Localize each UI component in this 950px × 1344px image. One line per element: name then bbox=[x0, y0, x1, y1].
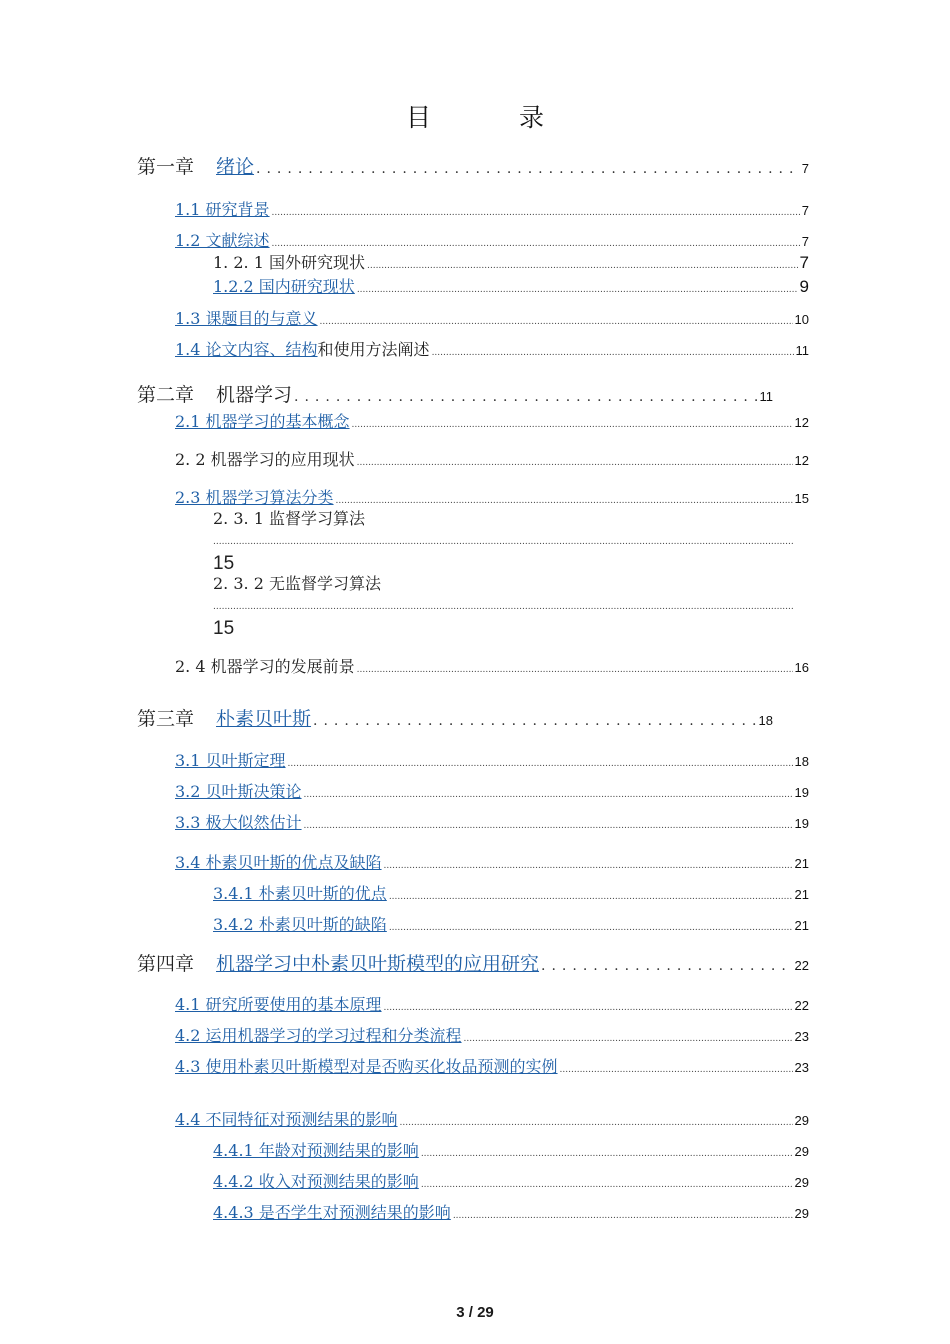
toc-entry-4-4-1[interactable] bbox=[213, 1138, 809, 1161]
toc-entry-4-2[interactable] bbox=[175, 1023, 809, 1046]
toc-entry-3-4-2[interactable] bbox=[213, 912, 809, 935]
dot-leader bbox=[304, 790, 793, 800]
toc-entry-2-3[interactable] bbox=[175, 485, 809, 508]
entry-link[interactable]: 4.4.1 年龄对预测结果的影响 bbox=[213, 1141, 419, 1160]
page-number: 7 bbox=[799, 253, 809, 272]
toc-chapter-4[interactable] bbox=[137, 949, 809, 976]
entry-link[interactable]: 4.4.2 收入对预测结果的影响 bbox=[213, 1172, 419, 1191]
entry-text: 2. 2 机器学习的应用现状 bbox=[175, 450, 355, 469]
entry-link[interactable]: 1.2 文献综述 bbox=[175, 231, 270, 250]
page-number: 11 bbox=[795, 343, 809, 358]
entry-link[interactable]: 4.3 使用朴素贝叶斯模型对是否购买化妆品预测的实例 bbox=[175, 1057, 558, 1076]
chapter-title: 机器学习 bbox=[216, 384, 293, 406]
dot-leader bbox=[541, 958, 793, 974]
dot-leader bbox=[256, 161, 800, 177]
dot-leader bbox=[384, 861, 793, 871]
toc-entry-4-4-2[interactable] bbox=[213, 1169, 809, 1192]
page-number: 15 bbox=[213, 618, 235, 639]
entry-text: 2. 3. 1 监督学习算法 bbox=[213, 509, 365, 528]
dot-leader bbox=[367, 261, 798, 271]
dot-leader bbox=[336, 496, 793, 506]
page-number: 12 bbox=[794, 453, 809, 468]
page-number: 22 bbox=[794, 998, 809, 1013]
dot-leader bbox=[357, 285, 798, 295]
entry-link[interactable]: 3.4.1 朴素贝叶斯的优点 bbox=[213, 884, 387, 903]
chapter-title-link[interactable]: 绪论 bbox=[216, 156, 255, 178]
page-number: 9 bbox=[799, 277, 809, 296]
entry-link[interactable]: 3.1 贝叶斯定理 bbox=[175, 751, 286, 770]
dot-leader bbox=[421, 1180, 793, 1190]
page-number: 7 bbox=[801, 161, 809, 176]
dot-leader bbox=[560, 1065, 793, 1075]
entry-link[interactable]: 3.4.2 朴素贝叶斯的缺陷 bbox=[213, 915, 387, 934]
toc-entry-3-4[interactable] bbox=[175, 850, 809, 873]
dot-leader bbox=[453, 1211, 793, 1221]
toc-entry-2-4[interactable] bbox=[175, 654, 809, 677]
toc-entry-3-1[interactable] bbox=[175, 748, 809, 771]
page-number: 16 bbox=[794, 660, 809, 675]
dot-leader bbox=[357, 458, 793, 468]
entry-link[interactable]: 3.2 贝叶斯决策论 bbox=[175, 782, 302, 801]
dot-leader bbox=[213, 602, 793, 612]
toc-title: 目 录 bbox=[406, 103, 584, 132]
entry-text: 2. 3. 2 无监督学习算法 bbox=[213, 574, 381, 593]
entry-text-tail: 和使用方法阐述 bbox=[317, 340, 430, 359]
toc-entry-1-2-1[interactable] bbox=[213, 250, 809, 273]
dot-leader bbox=[272, 239, 800, 249]
entry-link[interactable]: 1.4 论文内容、结构 bbox=[175, 340, 318, 359]
dot-leader bbox=[294, 389, 757, 405]
page-number: 23 bbox=[794, 1060, 809, 1075]
chapter-label: 第二章 bbox=[137, 384, 195, 406]
chapter-title-link[interactable]: 朴素贝叶斯 bbox=[216, 708, 312, 730]
entry-link[interactable]: 2.1 机器学习的基本概念 bbox=[175, 412, 350, 431]
chapter-title-link[interactable]: 机器学习中朴素贝叶斯模型的应用研究 bbox=[216, 953, 540, 975]
toc-entry-1-2[interactable] bbox=[175, 228, 809, 251]
page-number: 18 bbox=[794, 754, 809, 769]
chapter-label: 第四章 bbox=[137, 953, 195, 975]
entry-text: 1. 2. 1 国外研究现状 bbox=[213, 253, 365, 272]
page-number: 23 bbox=[794, 1029, 809, 1044]
dot-leader bbox=[464, 1034, 793, 1044]
page-number: 7 bbox=[801, 234, 809, 249]
page-number: 12 bbox=[794, 415, 809, 430]
toc-entry-2-3-2[interactable] bbox=[213, 571, 809, 640]
toc-entry-1-4[interactable] bbox=[175, 337, 809, 360]
toc-entry-1-1[interactable] bbox=[175, 197, 809, 220]
dot-leader bbox=[421, 1149, 793, 1159]
page-indicator: 3 / 29 bbox=[456, 1304, 494, 1321]
page-number: 29 bbox=[794, 1144, 809, 1159]
dot-leader bbox=[304, 821, 793, 831]
toc-entry-4-1[interactable] bbox=[175, 992, 809, 1015]
page-number: 21 bbox=[794, 918, 809, 933]
page-number: 15 bbox=[794, 491, 809, 506]
toc-chapter-1[interactable] bbox=[137, 152, 809, 179]
dot-leader bbox=[213, 537, 793, 547]
page-number: 7 bbox=[801, 203, 809, 218]
chapter-label: 第三章 bbox=[137, 708, 195, 730]
page-number: 29 bbox=[794, 1113, 809, 1128]
toc-entry-4-3[interactable] bbox=[175, 1054, 809, 1077]
page-number: 19 bbox=[794, 816, 809, 831]
entry-link[interactable]: 1.1 研究背景 bbox=[175, 200, 270, 219]
dot-leader bbox=[389, 923, 793, 933]
toc-entry-2-1[interactable] bbox=[175, 409, 809, 432]
dot-leader bbox=[313, 713, 757, 729]
toc-entry-2-3-1[interactable] bbox=[213, 506, 809, 575]
dot-leader bbox=[384, 1003, 793, 1013]
toc-entry-1-2-2[interactable] bbox=[213, 274, 809, 297]
dot-leader bbox=[320, 317, 793, 327]
page-number: 19 bbox=[794, 785, 809, 800]
entry-link[interactable]: 4.1 研究所要使用的基本原理 bbox=[175, 995, 382, 1014]
page-number: 10 bbox=[794, 312, 809, 327]
dot-leader bbox=[389, 892, 793, 902]
dot-leader bbox=[288, 759, 793, 769]
page-number: 22 bbox=[794, 958, 809, 973]
page-number: 21 bbox=[794, 887, 809, 902]
entry-link[interactable]: 4.2 运用机器学习的学习过程和分类流程 bbox=[175, 1026, 462, 1045]
chapter-label: 第一章 bbox=[137, 156, 195, 178]
toc-entry-3-4-1[interactable] bbox=[213, 881, 809, 904]
toc-entry-4-4[interactable] bbox=[175, 1107, 809, 1130]
entry-link[interactable]: 4.4.3 是否学生对预测结果的影响 bbox=[213, 1203, 451, 1222]
entry-link[interactable]: 4.4 不同特征对预测结果的影响 bbox=[175, 1110, 398, 1129]
dot-leader bbox=[357, 665, 793, 675]
entry-link[interactable]: 1.2.2 国内研究现状 bbox=[213, 277, 355, 296]
entry-link[interactable]: 3.4 朴素贝叶斯的优点及缺陷 bbox=[175, 853, 382, 872]
page-number: 15 bbox=[213, 553, 235, 574]
toc-entry-4-4-3[interactable] bbox=[213, 1200, 809, 1223]
entry-link[interactable]: 2.3 机器学习算法分类 bbox=[175, 488, 334, 507]
page-number: 18 bbox=[758, 713, 773, 728]
toc-chapter-3[interactable] bbox=[137, 704, 773, 731]
toc-entry-2-2[interactable] bbox=[175, 447, 809, 470]
toc-chapter-2[interactable] bbox=[137, 380, 773, 407]
dot-leader bbox=[400, 1118, 793, 1128]
entry-text: 2. 4 机器学习的发展前景 bbox=[175, 657, 355, 676]
page-number: 29 bbox=[794, 1206, 809, 1221]
dot-leader bbox=[432, 348, 794, 358]
dot-leader bbox=[352, 420, 793, 430]
entry-link[interactable]: 3.3 极大似然估计 bbox=[175, 813, 302, 832]
page-number: 29 bbox=[794, 1175, 809, 1190]
toc-entry-1-3[interactable] bbox=[175, 306, 809, 329]
page-number: 11 bbox=[759, 389, 773, 404]
toc-entry-3-2[interactable] bbox=[175, 779, 809, 802]
page-number: 21 bbox=[794, 856, 809, 871]
dot-leader bbox=[272, 208, 800, 218]
entry-link[interactable]: 1.3 课题目的与意义 bbox=[175, 309, 318, 328]
toc-entry-3-3[interactable] bbox=[175, 810, 809, 833]
